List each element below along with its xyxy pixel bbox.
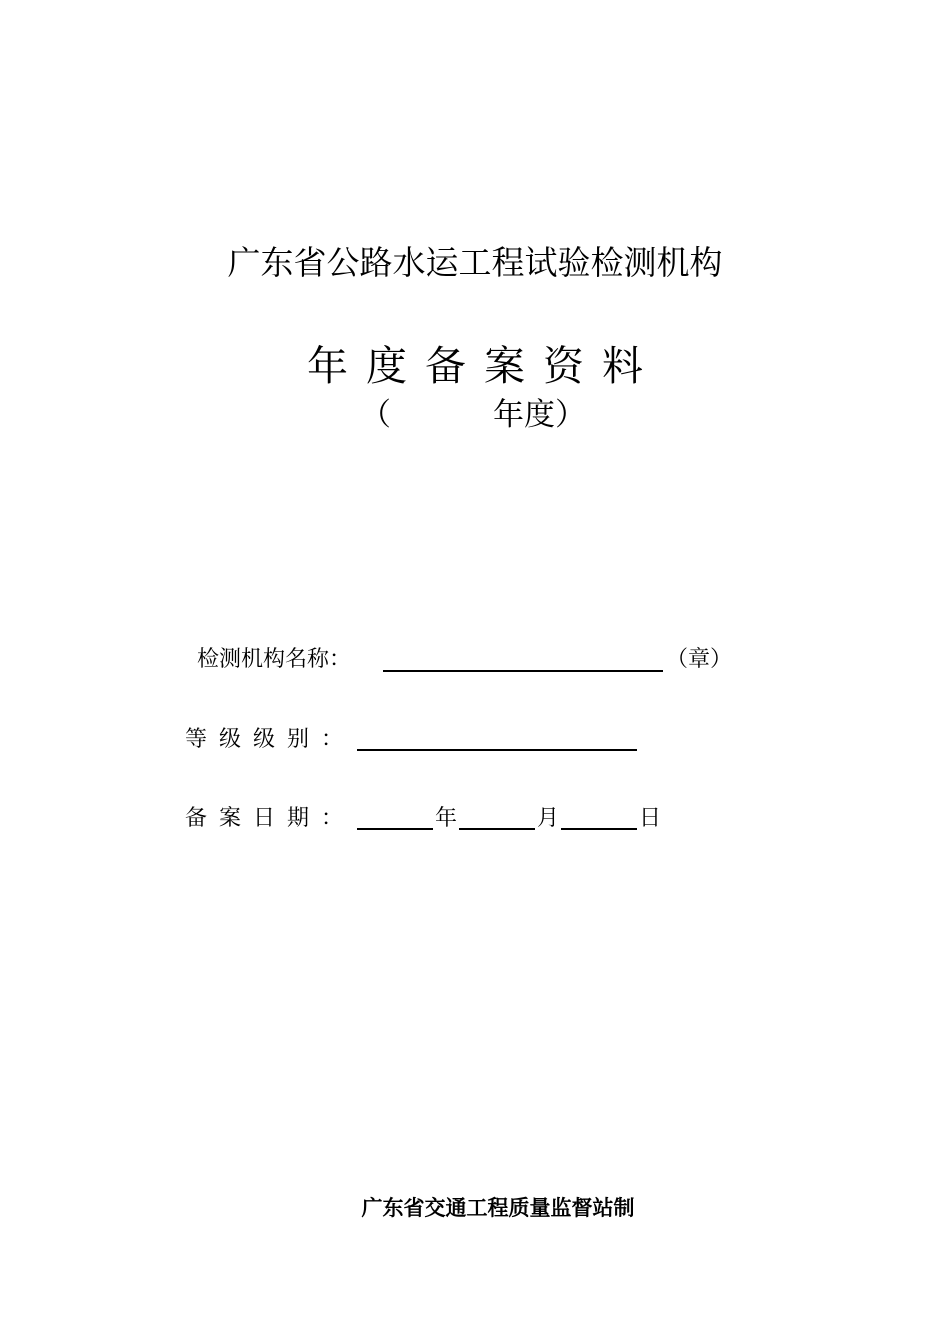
document-title: 广东省公路水运工程试验检测机构	[227, 243, 723, 282]
month-unit: 月	[537, 806, 560, 831]
filing-day-field[interactable]	[561, 828, 637, 830]
year-unit: 年	[435, 806, 458, 831]
institution-name-field[interactable]	[383, 670, 663, 672]
filing-month-field[interactable]	[459, 828, 535, 830]
issuer-footer: 广东省交通工程质量监督站制	[361, 1195, 635, 1220]
filing-year-field[interactable]	[357, 828, 433, 830]
year-open-paren: （	[360, 397, 391, 433]
day-unit: 日	[639, 806, 662, 831]
year-label: 年度）	[493, 397, 586, 433]
institution-name-label: 检测机构名称：	[197, 647, 352, 672]
document-subtitle: 年度备案资料	[307, 342, 661, 390]
grade-level-field[interactable]	[357, 749, 637, 751]
filing-date-label: 备案日期：	[185, 806, 356, 831]
seal-note: （章）	[666, 647, 733, 672]
grade-level-label: 等级级别：	[185, 727, 356, 752]
